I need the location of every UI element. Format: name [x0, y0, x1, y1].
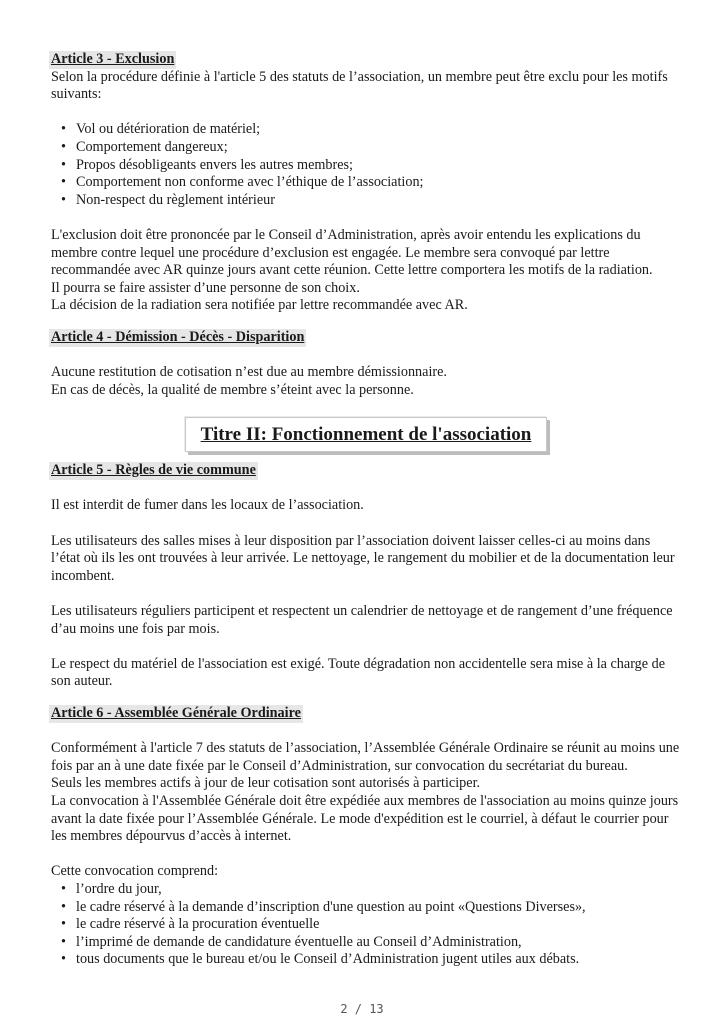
article-3-title: Article 3 - Exclusion — [51, 51, 175, 67]
article-5-paragraph: Le respect du matériel de l'association est exigé. Toute dégradation non accidentelle sera mise à la charge de son auteur. — [51, 655, 665, 690]
list-item: • le cadre réservé à la demande d’inscription d'une question au point «Questions Diverses», — [51, 899, 681, 917]
list-item: • l’imprimé de demande de candidature éventuelle au Conseil d’Administration, — [51, 934, 681, 952]
list-item: • l’ordre du jour, — [51, 881, 681, 899]
article-6-paragraph: La convocation à l'Assemblée Générale doit être expédiée aux membres de l'association au moins quinze jours avant la date fixée pour l’Assemblée Générale. Le mode d'expédition est le courriel, à défaut le courrier pour les membres dépourvus d’accès à internet. — [51, 792, 679, 845]
article-3-paragraph: Il pourra se faire assister d’une personne de son choix. — [51, 279, 360, 296]
article-5-title: Article 5 - Règles de vie commune — [51, 462, 256, 479]
article-5-paragraph: Les utilisateurs des salles mises à leur disposition par l’association doivent laisser celles-ci au moins dans l’état où ils les ont trouvées à leur arrivée. Le nettoyage, le rangement du mobilier et de la documentation leur incombent. — [51, 532, 675, 584]
list-item: • Comportement non conforme avec l’éthique de l’association; — [51, 174, 681, 192]
article-4-title: Article 4 - Démission - Décès - Disparition — [51, 328, 305, 345]
article-3-paragraph: La décision de la radiation sera notifiée par lettre recommandée avec AR. — [51, 297, 468, 314]
article-3-intro: Selon la procédure définie à l'article 5 des statuts de l’association, un membre peut être exclu pour les motifs suivants: — [51, 68, 668, 103]
list-item: • Comportement dangereux; — [51, 139, 681, 157]
article-6-title: Article 6 - Assemblée Générale Ordinaire — [51, 705, 301, 721]
article-4-paragraph: En cas de décès, la qualité de membre s’éteint avec la personne. — [51, 381, 414, 398]
section-title-box: Titre II: Fonctionnement de l'association — [185, 417, 547, 452]
list-item: • le cadre réservé à la procuration éventuelle — [51, 916, 681, 934]
list-item: • Propos désobligeants envers les autres membres; — [51, 157, 681, 175]
article-6-paragraph: Conformément à l'article 7 des statuts de l’association, l’Assemblée Générale Ordinaire se réunit au moins une fois par an à une date fixée par le Conseil d’Administration, sur convocation du secrétariat du bureau. — [51, 740, 680, 774]
list-item: • tous documents que le bureau et/ou le Conseil d’Administration jugent utiles aux débats. — [51, 951, 681, 969]
article-5-paragraph: Il est interdit de fumer dans les locaux de l’association. — [51, 497, 364, 514]
list-item: • Vol ou détérioration de matériel; — [51, 121, 681, 139]
article-5-paragraph: Les utilisateurs réguliers participent et respectent un calendrier de nettoyage et de rangement d’une fréquence d’au moins une fois par mois. — [51, 603, 673, 637]
article-6-paragraph: Seuls les membres actifs à jour de leur cotisation sont autorisés à participer. — [51, 775, 481, 792]
article-6-paragraph: Cette convocation comprend: — [51, 863, 219, 880]
article-4-paragraph: Aucune restitution de cotisation n’est due au membre démissionnaire. — [51, 364, 447, 381]
page-number: 2 / 13 — [340, 1002, 384, 1016]
article-3-paragraph: L'exclusion doit être prononcée par le Conseil d’Administration, après avoir entendu les explications du membre contre lequel une procédure d’exclusion est engagée. Le membre sera convoqué par lettre recommandée avec AR quinze jours avant cette réunion. Cette lettre comportera les motifs de la radiation. — [51, 226, 653, 279]
exclusion-reasons-list — [51, 121, 681, 209]
list-item: • Non-respect du règlement intérieur — [51, 192, 681, 210]
convocation-contents-list — [51, 881, 681, 969]
document-page — [51, 51, 681, 969]
